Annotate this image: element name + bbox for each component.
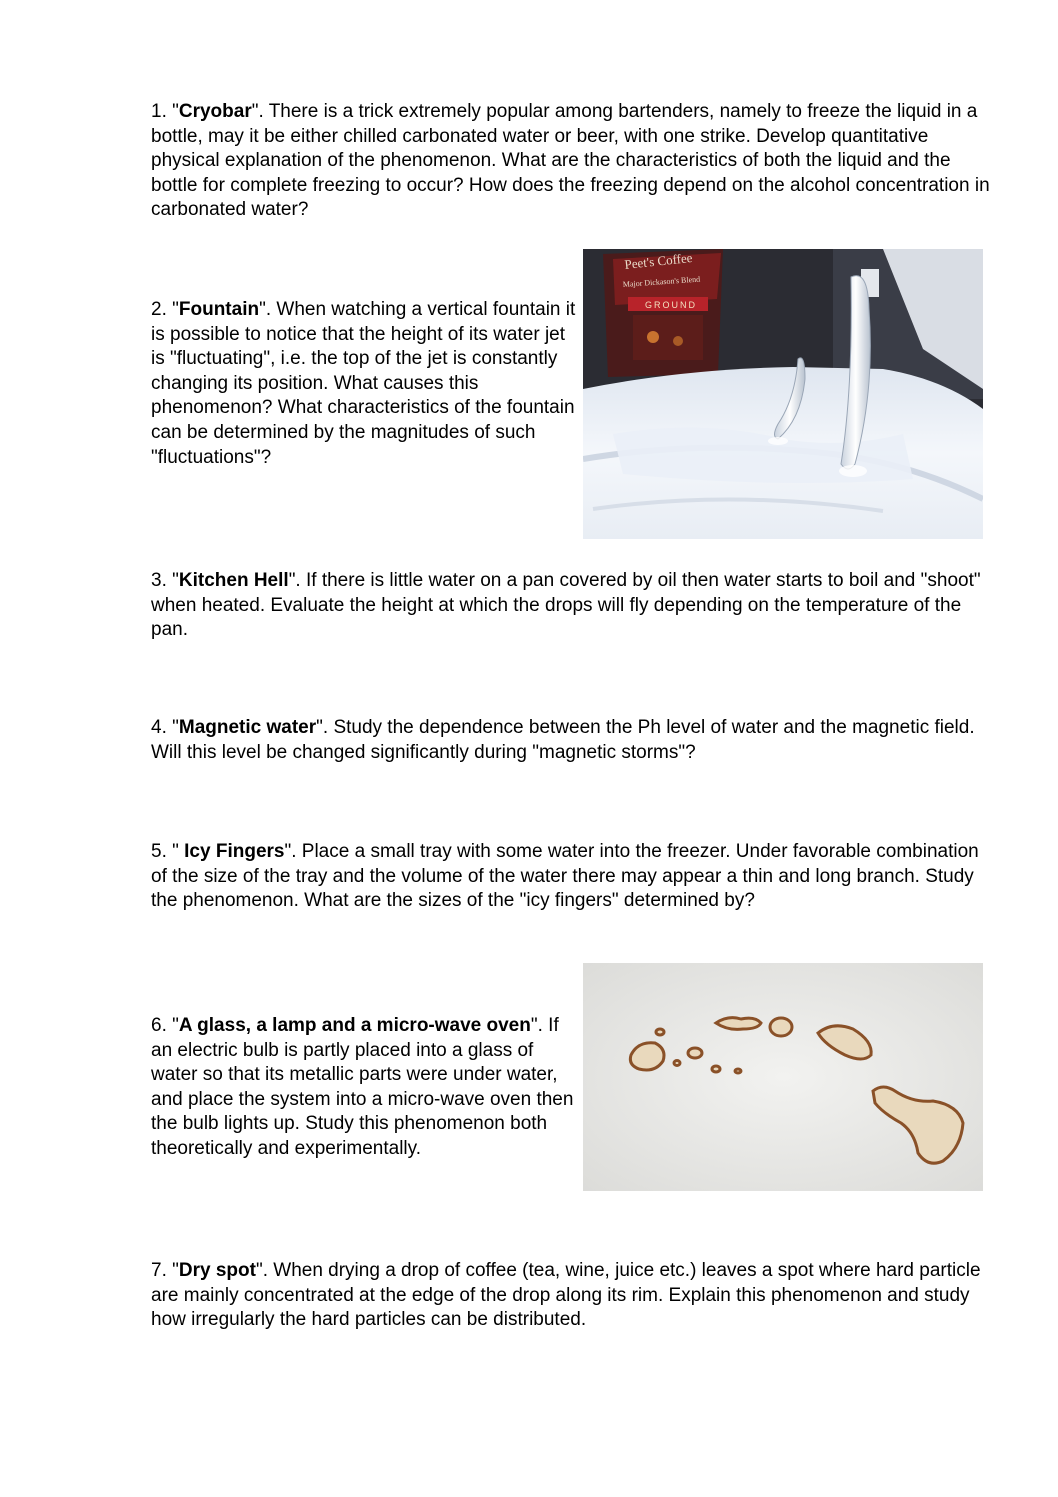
problem-number: 5. " xyxy=(151,841,185,862)
problem-text: ". When watching a vertical fountain it is possible to notice that the height of its water jet is "fluctuating", i.e. the top of the jet is constantly changing its position. What causes this phenomenon? What characteristics of the fountain can be determined by the magnitudes of such "fluctuations"? xyxy=(151,299,576,468)
problem-1 xyxy=(151,100,991,223)
problem-number: 4. " xyxy=(151,717,179,738)
problem-7 xyxy=(151,1259,991,1333)
problem-title: Kitchen Hell xyxy=(178,570,289,591)
problem-title: Dry spot xyxy=(178,1260,256,1281)
coffee-spots-photo xyxy=(583,963,983,1191)
problem-4 xyxy=(151,716,991,765)
problem-text: ". If there is little water on a pan covered by oil then water starts to boil and "shoot" when heated. Evaluate the height at which the drops will fly depending on the temperature of the pan. xyxy=(151,570,981,641)
problem-6 xyxy=(151,1014,583,1162)
problem-text: ". When drying a drop of coffee (tea, wine, juice etc.) leaves a spot where hard particle are mainly concentrated at the edge of the drop along its rim. Explain this phenomenon and study how irregularly the hard particles can be distributed. xyxy=(151,1260,981,1331)
problem-3 xyxy=(151,569,991,643)
bag-label-blend: Major Dickason's Blend xyxy=(622,274,701,289)
problem-text: ". If an electric bulb is partly placed into a glass of water so that its metallic parts were under water, and place the system into a micro-wave oven then the bulb lights up. Study this phenomenon both theoretically and experimentally. xyxy=(151,1015,574,1159)
problem-5 xyxy=(151,840,991,914)
problem-2 xyxy=(151,298,583,470)
problem-title: A glass, a lamp and a micro-wave oven xyxy=(178,1015,531,1036)
bag-label-ground: GROUND xyxy=(645,300,697,310)
problem-number: 3. " xyxy=(151,570,179,591)
problem-number: 7. " xyxy=(151,1260,179,1281)
problem-title: Icy Fingers xyxy=(184,841,285,862)
problem-text: ". Study the dependence between the Ph level of water and the magnetic field. Will this level be changed significantly during "magnetic storms"? xyxy=(151,717,975,763)
problem-number: 6. " xyxy=(151,1015,179,1036)
bag-label-brand: Peet's Coffee xyxy=(623,249,694,272)
problem-title: Cryobar xyxy=(178,101,252,122)
fountain-photo xyxy=(583,249,983,539)
problem-title: Magnetic water xyxy=(178,717,317,738)
problem-text: ". There is a trick extremely popular among bartenders, namely to freeze the liquid in a bottle, may it be either chilled carbonated water or beer, with one strike. Develop quantitative physical explanation of the phenomenon. What are the characteristics of both the liquid and the bottle for complete freezing to occur? How does the freezing depend on the alcohol concentration in carbonated water? xyxy=(151,101,990,221)
problem-number: 1. " xyxy=(151,101,179,122)
problem-title: Fountain xyxy=(178,299,260,320)
problem-text: ". Place a small tray with some water into the freezer. Under favorable combination of the size of the tray and the volume of the water there may appear a thin and long branch. Study the phenomenon. What are the sizes of the "icy fingers" determined by? xyxy=(151,841,979,912)
problem-number: 2. " xyxy=(151,299,179,320)
